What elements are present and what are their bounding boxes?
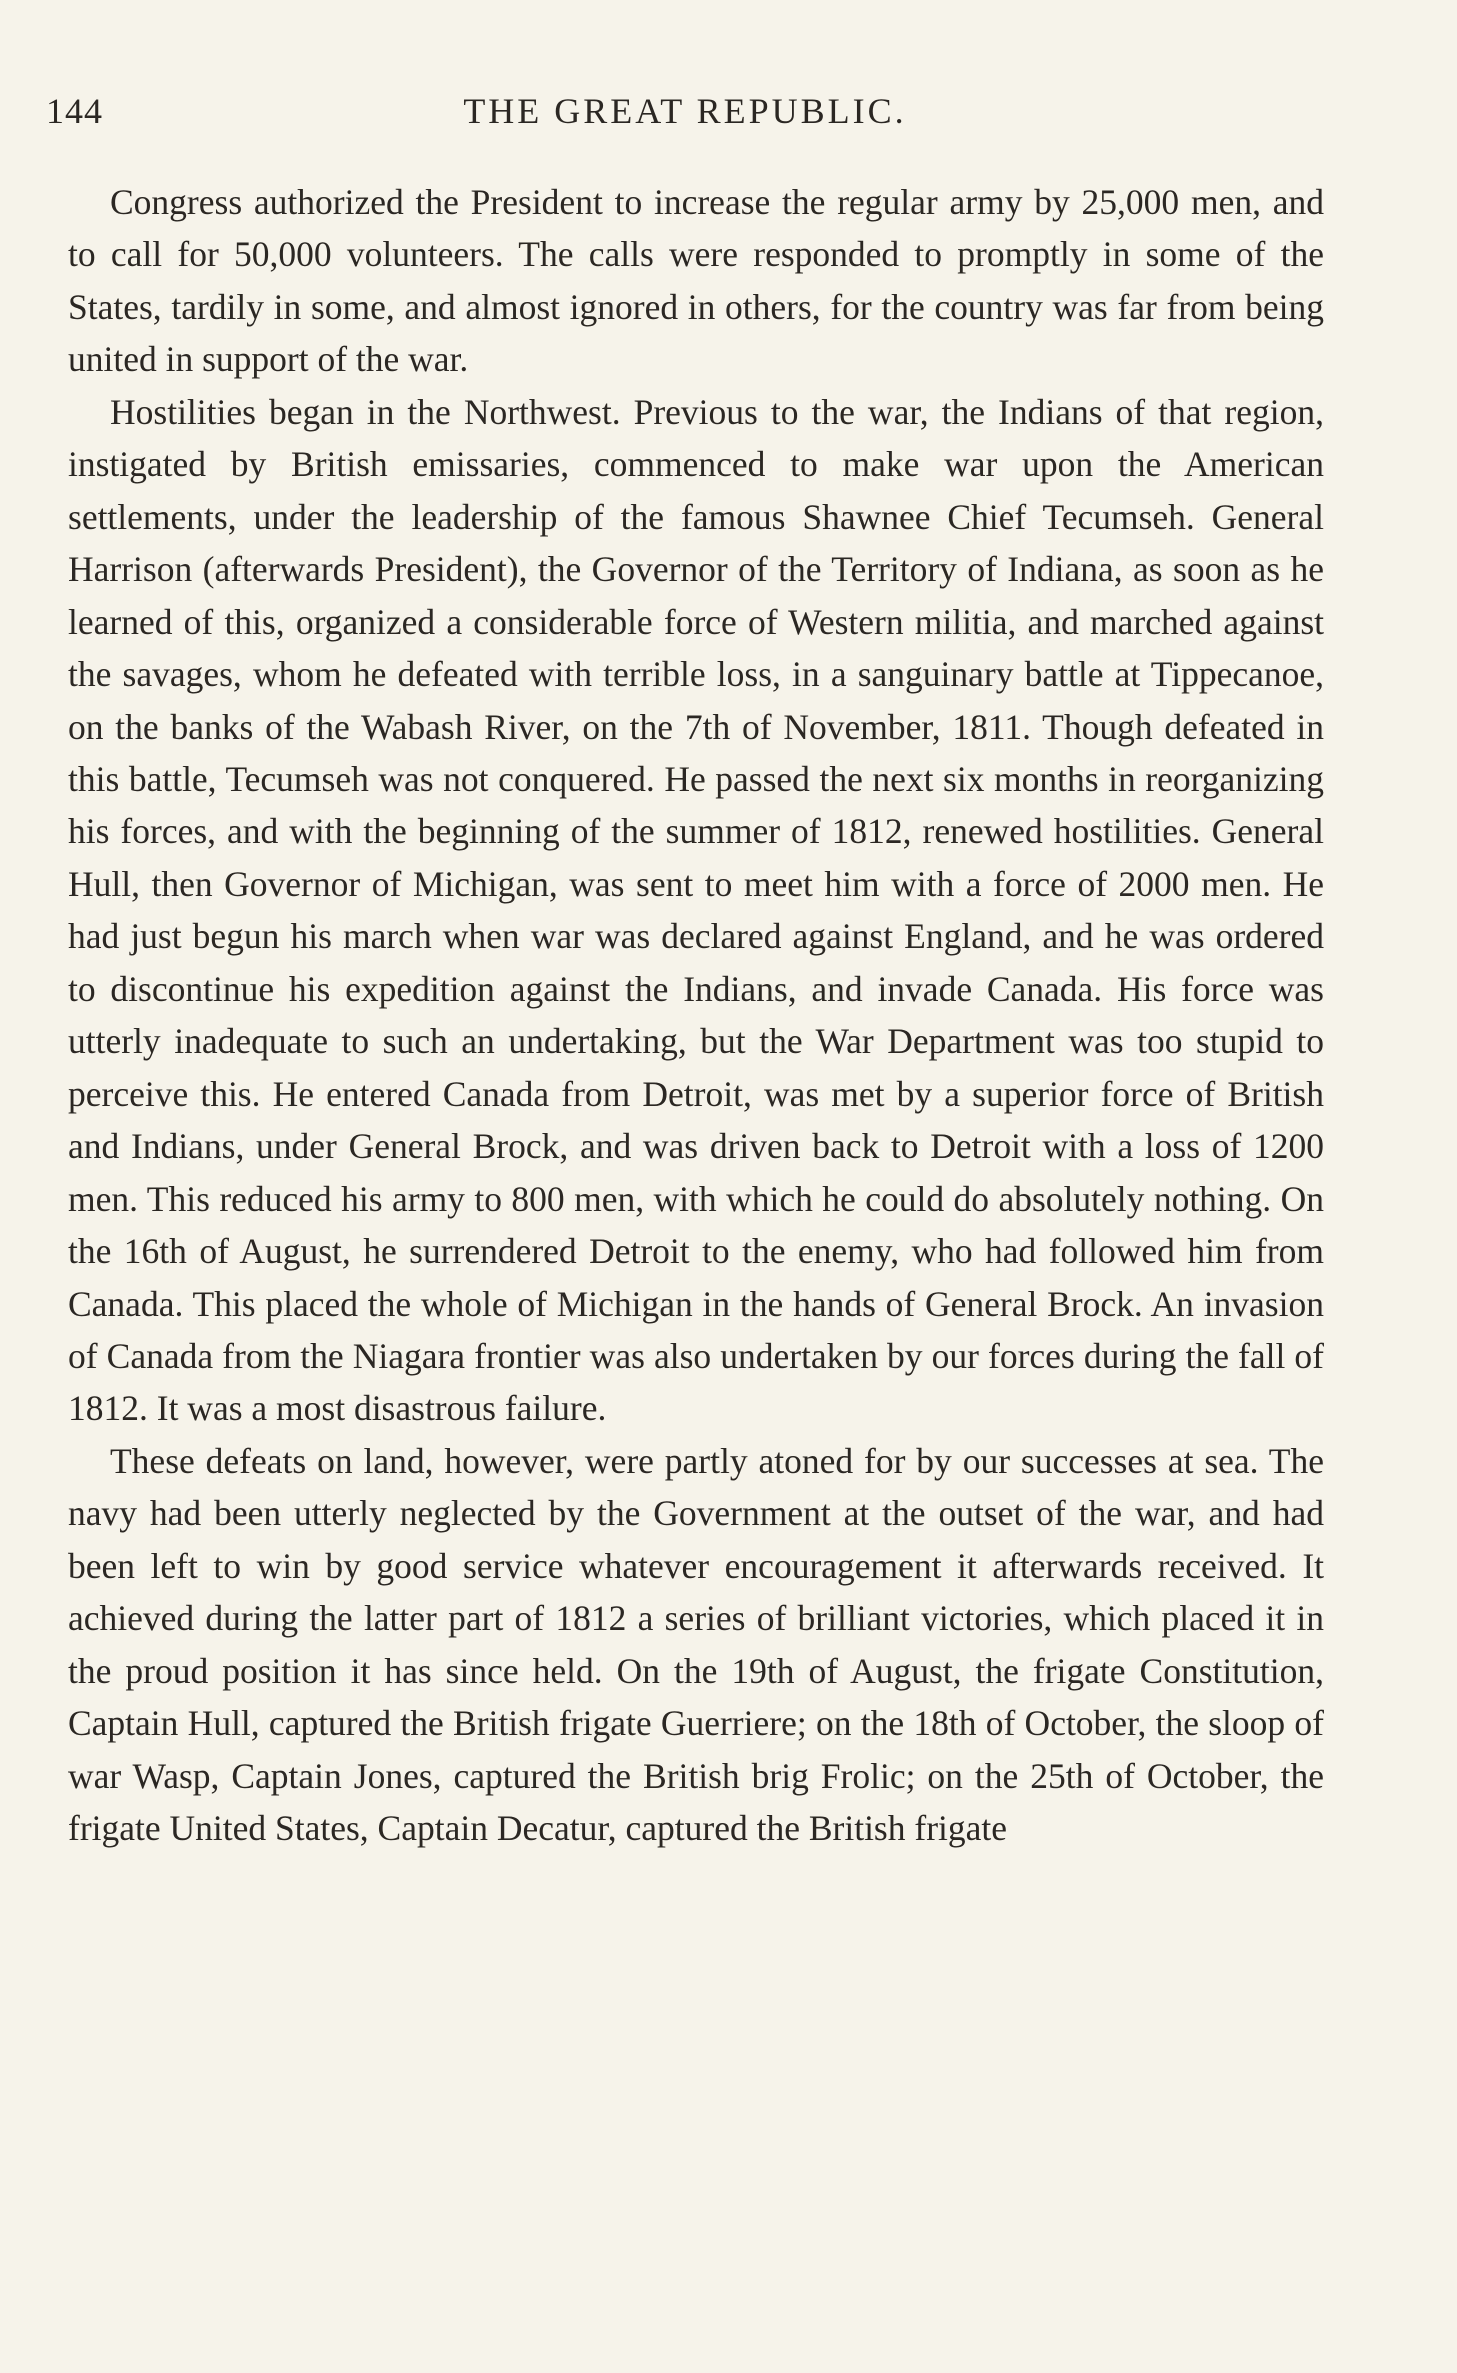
body-text <box>68 176 1324 1855</box>
running-head: THE GREAT REPUBLIC. <box>463 91 907 131</box>
paragraph-3: These defeats on land, however, were partly atoned for by our successes at sea. The navy had been utterly neglected by the Government at the outset of the war, and had been left to win by good service whatever encouragement it afterwards received. It achieved during the latter part of 1812 a series of brilliant victories, which placed it in the proud position it has since held. On the 19th of August, the frigate Constitution, Captain Hull, captured the British frigate Guerriere; on the 18th of October, the sloop of war Wasp, Captain Jones, captured the British brig Frolic; on the 25th of October, the frigate United States, Captain Decatur, captured the British frigate <box>68 1440 1324 1849</box>
paragraph-2: Hostilities began in the Northwest. Previous to the war, the Indians of that region, instigated by British emissaries, commenced to make war upon the American settlements, under the leadership of the famous Shawnee Chief Tecumseh. General Harrison (afterwards President), the Governor of the Territory of Indiana, as soon as he learned of this, organized a considerable force of Western militia, and marched against the savages, whom he defeated with terrible loss, in a sanguinary battle at Tippecanoe, on the banks of the Wabash River, on the 7th of November, 1811. Though defeated in this battle, Tecumseh was not conquered. He passed the next six months in reorganizing his forces, and with the beginning of the summer of 1812, renewed hostilities. General Hull, then Governor of Michigan, was sent to meet him with a force of 2000 men. He had just begun his march when war was declared against England, and he was ordered to discontinue his expedition against the Indians, and invade Canada. His force was utterly inadequate to such an undertaking, but the War Department was too stupid to perceive this. He entered Canada from Detroit, was met by a superior force of British and Indians, under General Brock, and was driven back to Detroit with a loss of 1200 men. This reduced his army to 800 men, with which he could do absolutely nothing. On the 16th of August, he surrendered Detroit to the enemy, who had followed him from Canada. This placed the whole of Michigan in the hands of General Brock. An invasion of Canada from the Niagara frontier was also undertaken by our forces during the fall of 1812. It was a most disastrous failure. <box>68 391 1324 1429</box>
page-number: 144 <box>46 91 103 131</box>
paragraph-1: Congress authorized the President to increase the regular army by 25,000 men, and to call for 50,000 volunteers. The calls were responded to promptly in some of the States, tardily in some, and almost ignored in others, for the country was far from being united in support of the war. <box>68 182 1324 380</box>
page-header <box>46 90 1324 140</box>
